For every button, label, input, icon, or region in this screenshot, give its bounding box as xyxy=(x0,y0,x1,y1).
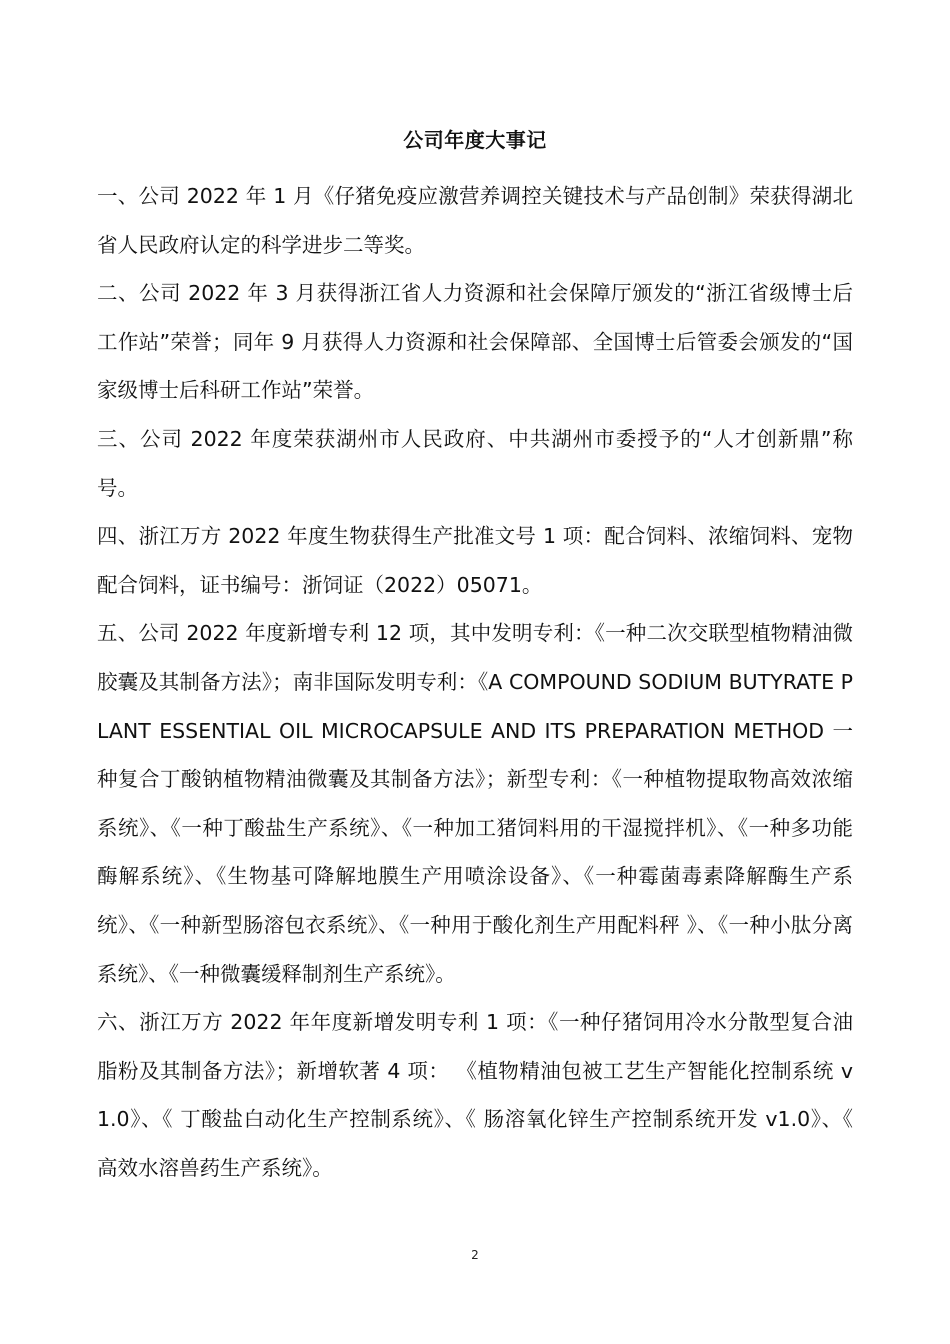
page-title: 公司年度大事记 xyxy=(403,128,547,152)
paragraph-2: 二、公司 2022 年 3 月获得浙江省人力资源和社会保障厅颁发的“浙江省级博士后工作站”荣誉；同年 9 月获得人力资源和社会保障部、全国博士后管委会颁发的“国家级博士后科研工作站”荣誉。 xyxy=(97,281,853,403)
paragraph-6: 六、浙江万方 2022 年年度新增发明专利 1 项：《一种仔猪饲用冷水分散型复合油脂粉及其制备方法》；新增软著 4 项： 《植物精油包被工艺生产智能化控制系统 v1.0》、《 丁酸盐白动化生产控制系统》、《 肠溶氧化锌生产控制系统开发 v1.0》、《 高效水溶兽药生产系统》。 xyxy=(97,1010,860,1180)
paragraph-4: 四、浙江万方 2022 年度生物获得生产批准文号 1 项：配合饲料、浓缩饲料、宠物配合饲料，证书编号：浙饲证（2022）05071。 xyxy=(97,524,853,597)
document-body xyxy=(97,172,860,1192)
paragraph-1: 一、公司 2022 年 1 月《仔猪免疫应激营养调控关键技术与产品创制》荣获得湖北省人民政府认定的科学进步二等奖。 xyxy=(97,184,853,257)
paragraph-3: 三、公司 2022 年度荣获湖州市人民政府、中共湖州市委授予的“人才创新鼎”称号。 xyxy=(97,426,853,500)
paragraph-5: 五、公司 2022 年度新增专利 12 项，其中发明专利：《一种二次交联型植物精油微胶囊及其制备方法》；南非国际发明专利：《A COMPOUND SODIUM BUTYRATE PLANT ESSENTIAL OIL MICROCAPSULE AND ITS PREPARATION METHOD 一种复合丁酸钠植物精油微囊及其制备方法》；新型专利：《一种植物提取物高效浓缩系统》、《一种丁酸盐生产系统》、《一种加工猪饲料用的干湿搅拌机》、《一种多功能酶解系统》、《生物基可降解地膜生产用喷涂设备》、《一种霉菌毒素降解酶生产系统》、《一种新型肠溶包衣系统》、《一种用于酸化剂生产用配料秤 》、《一种小肽分离系统》、《一种微囊缓释制剂生产系统》。 xyxy=(97,621,853,986)
page-number: 2 xyxy=(471,1248,479,1262)
